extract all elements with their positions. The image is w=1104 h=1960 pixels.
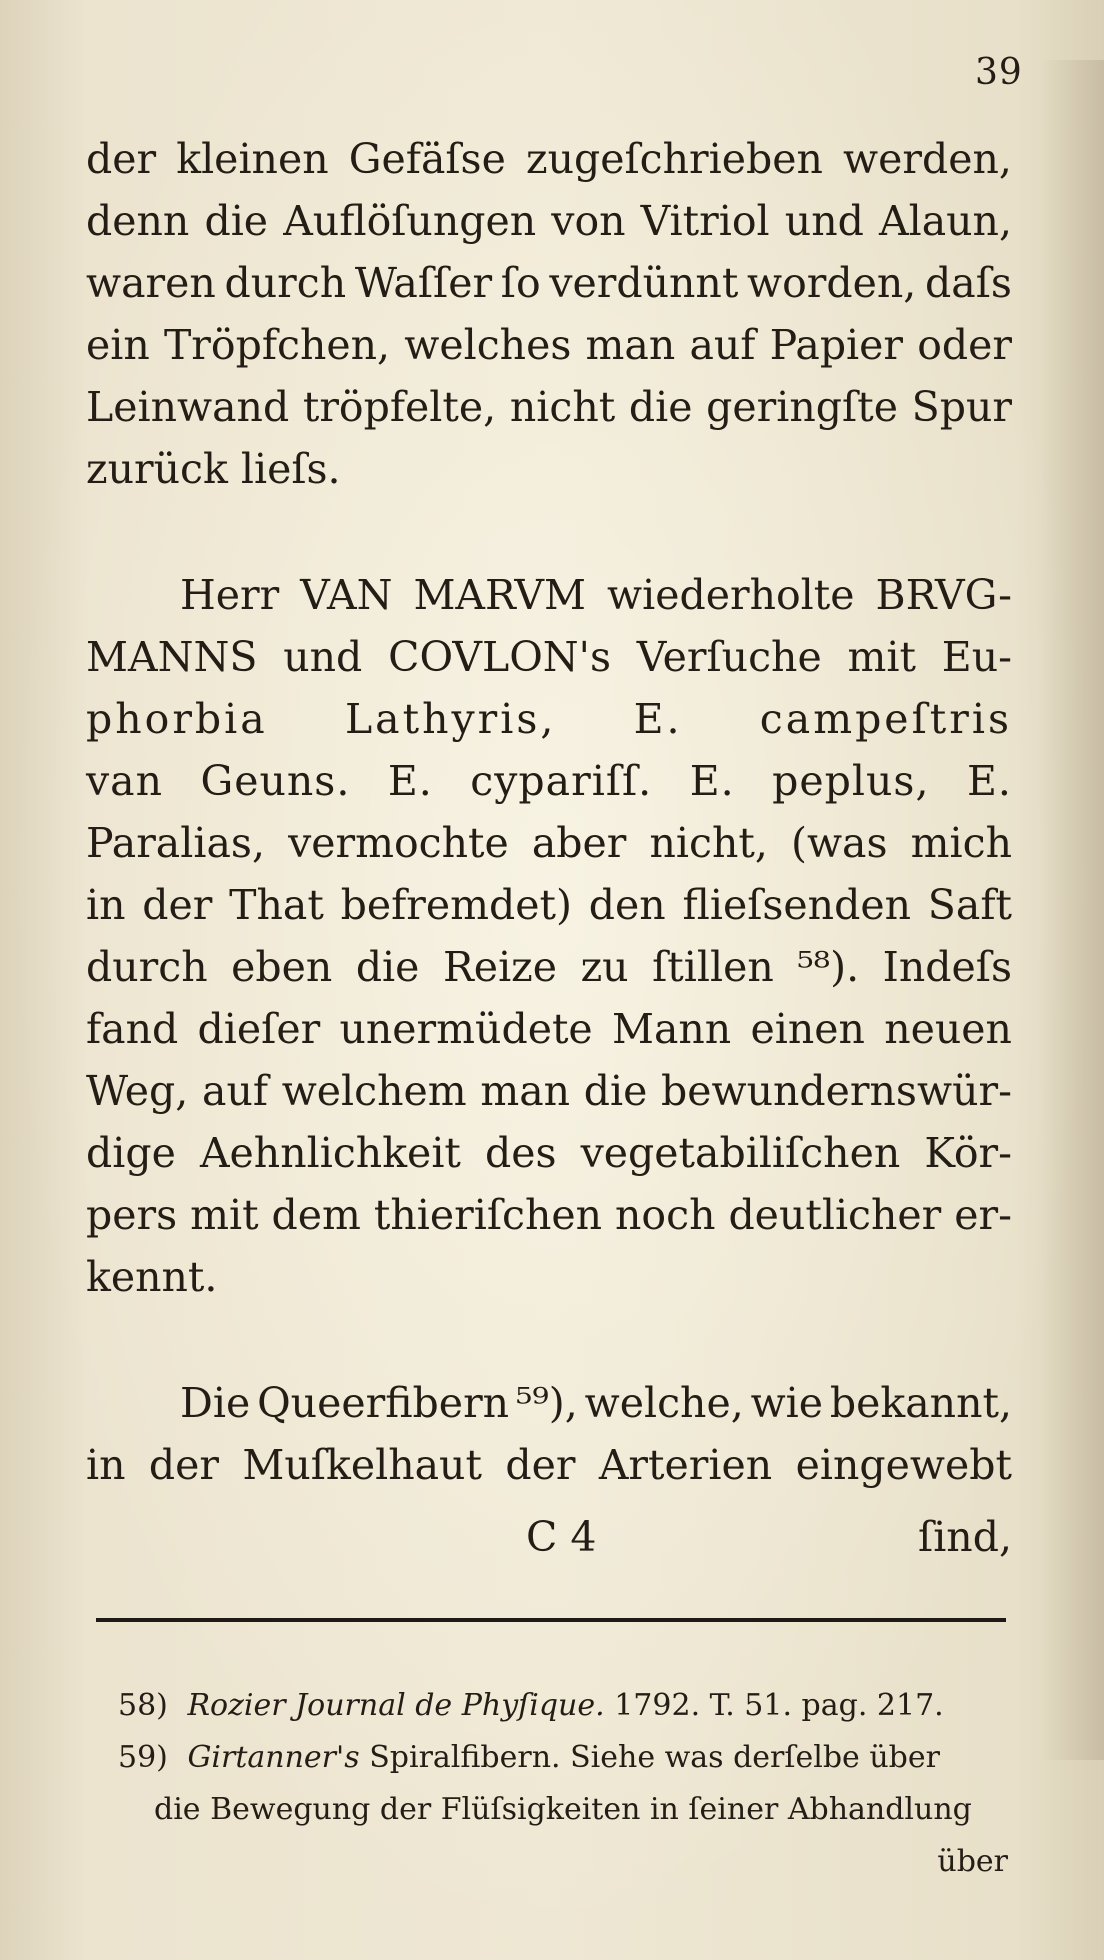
signature-mark: C 4 (526, 1513, 597, 1561)
footnote-text: Spiralfibern. Siehe was derſelbe über (369, 1740, 940, 1775)
text-line: Weg, auf welchem man die bewundernswür- (86, 1067, 1012, 1115)
text-line: durch eben die Reize zu ſtillen ⁵⁸). Indeſs (86, 943, 1012, 991)
footnote-catchword: über (937, 1844, 1008, 1879)
show-through-shadow (1040, 60, 1104, 1760)
body-text (86, 128, 1012, 1496)
catchword: ſind, (918, 1513, 1012, 1561)
footnote-number: 59) (118, 1740, 168, 1775)
text-line: denn die Auflöſungen von Vitriol und Alaun, (86, 197, 1012, 245)
page-number: 39 (975, 52, 1023, 93)
text-line: Herr VAN MARVM wiederholte BRVG- (180, 571, 1012, 619)
text-line: in der Muſkelhaut der Arterien eingewebt (86, 1441, 1012, 1489)
signature-line (86, 1506, 1012, 1568)
footnote-number: 58) (118, 1688, 168, 1723)
text-line: der kleinen Gefäſse zugeſchrieben werden, (86, 135, 1012, 183)
text-line: Leinwand tröpfelte, nicht die geringſte Spur (86, 383, 1012, 431)
footnote-continuation: die Bewegung der Flüſsigkeiten in ſeiner Abhandlung (154, 1792, 972, 1827)
text-line: waren durch Waſſer ſo verdünnt worden, daſs (86, 259, 1012, 307)
text-line: kennt. (86, 1253, 218, 1301)
footnote-source: Rozier Journal de Phyſique. (187, 1688, 605, 1723)
text-line: fand dieſer unermüdete Mann einen neuen (86, 1005, 1012, 1053)
footnote-58 (118, 1680, 1008, 1732)
footnote-text: 1792. T. 51. pag. 217. (614, 1688, 944, 1723)
text-line: dige Aehnlichkeit des vegetabiliſchen Kör- (86, 1129, 1012, 1177)
text-line: pers mit dem thieriſchen noch deutlicher er- (86, 1191, 1012, 1239)
footnotes (118, 1680, 1008, 1888)
text-line: van Geuns. E. cypariſſ. E. peplus, E. (86, 757, 1012, 805)
text-line: zurück lieſs. (86, 445, 341, 493)
text-line: Die Queerfibern ⁵⁹), welche, wie bekannt, (180, 1379, 1012, 1427)
text-line: phorbia Lathyris, E. campeſtris (86, 695, 1012, 743)
text-line: Paralias, vermochte aber nicht, (was mich (86, 819, 1012, 867)
text-line: ein Tröpfchen, welches man auf Papier oder (86, 321, 1012, 369)
footnote-59 (118, 1732, 1008, 1784)
text-line: MANNS und COVLON's Verſuche mit Eu- (86, 633, 1012, 681)
footnote-rule (96, 1618, 1006, 1622)
text-line: in der That befremdet) den flieſsenden Saft (86, 881, 1012, 929)
footnote-source: Girtanner's (187, 1740, 360, 1775)
